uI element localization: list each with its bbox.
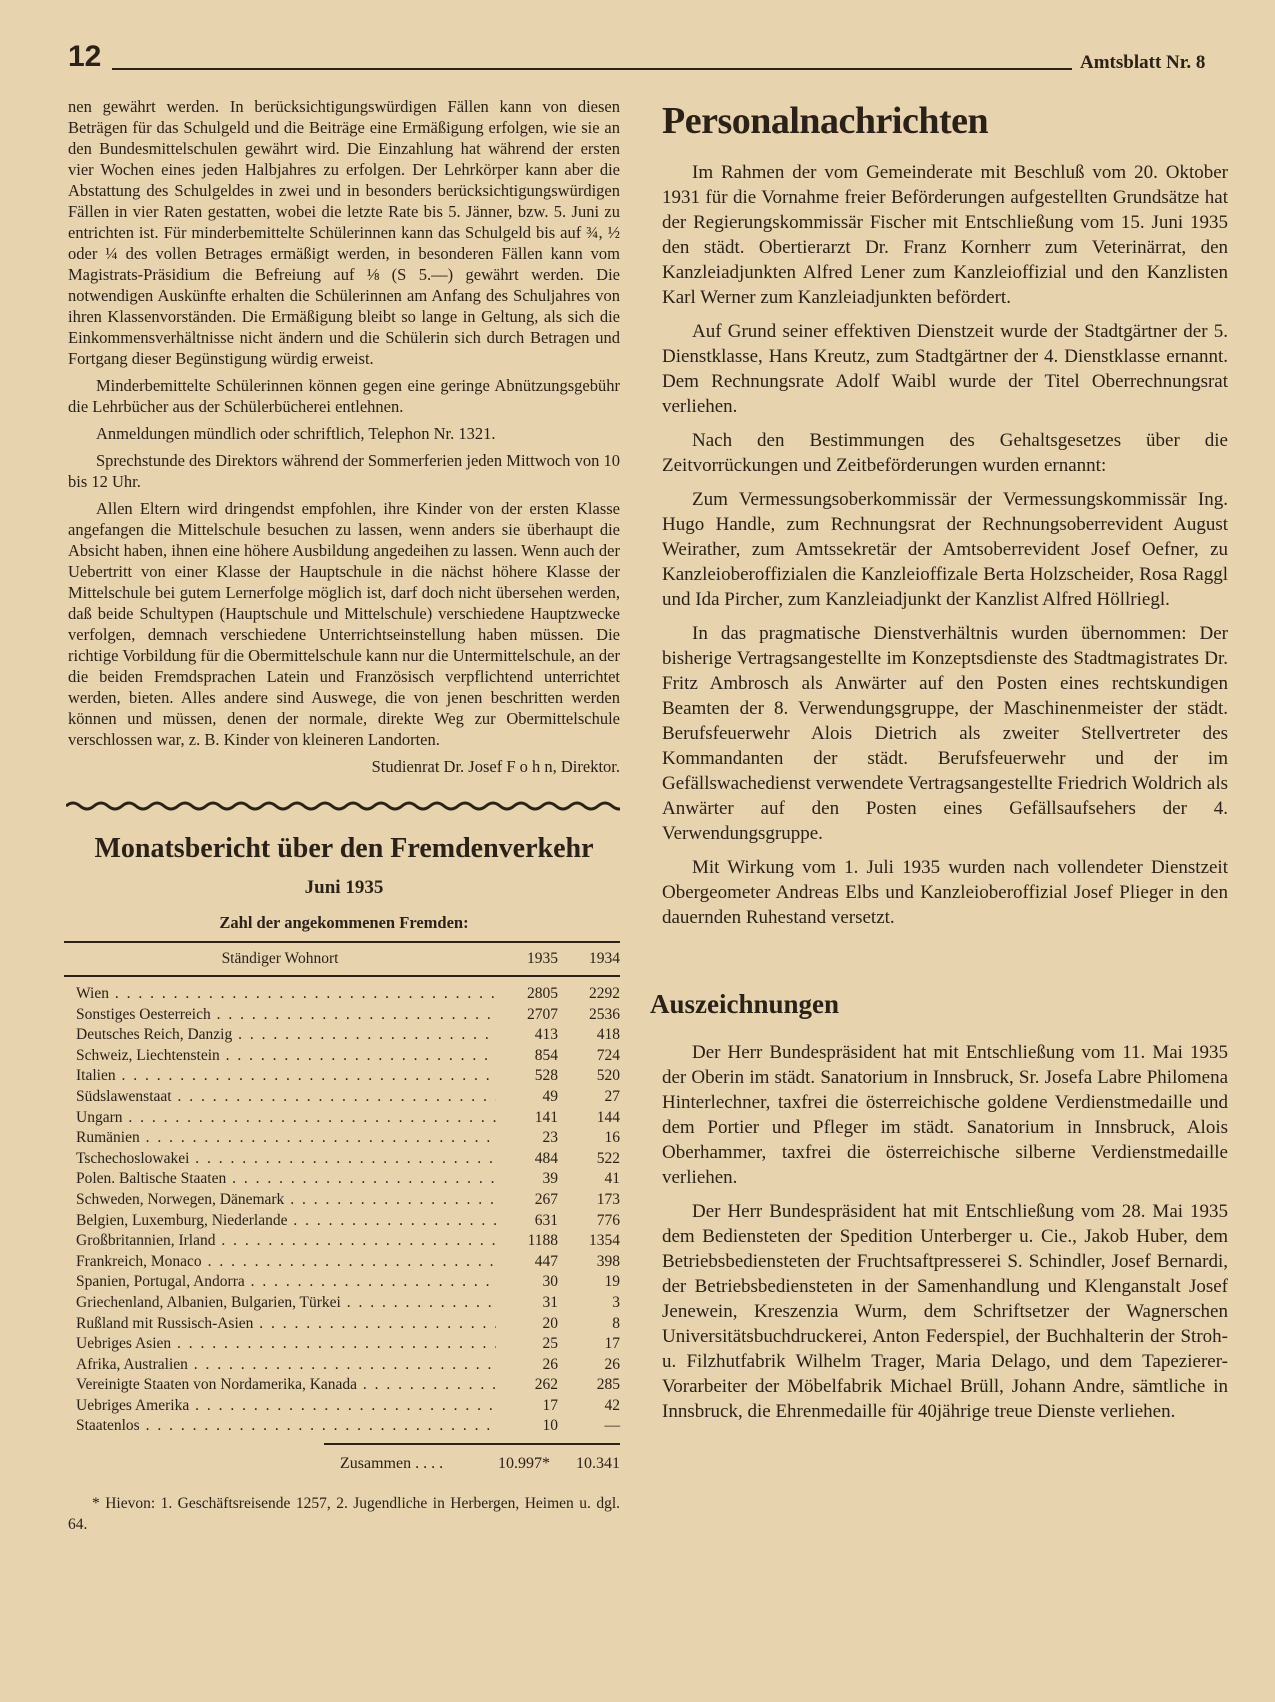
residence: Spanien, Portugal, Andorra xyxy=(76,1273,245,1291)
residence: Rußland mit Russisch-Asien xyxy=(76,1314,254,1332)
value-1935: 267 xyxy=(534,1190,558,1208)
leader-dots xyxy=(232,1026,496,1043)
table-row xyxy=(64,1314,620,1335)
value-1935: 1188 xyxy=(527,1232,558,1250)
paragraph: Der Herr Bundespräsident hat mit Entschließung vom 28. Mai 1935 dem Bediensteten der Spedition Unterberger u. Cie., Jakob Huber, dem Betriebsbediensteten der Fruchtsaftpresserei S. Schindler, Josef Bernardi, der Betriebsbediensteten in der Samenhandlung und Klenganstalt Josef Jenewein, Kreszenzia Wurm, dem Schriftsetzer der Wagnerschen Universitätsbuchdruckerei, Anton Federspiel, der Buchhalterin der Stroh- u. Filzhutfabrik Wilhelm Trager, Maria Delago, und dem Tapezierer-Vorarbeiter der Möbelfabrik Michael Brüll, Johann Andre, sämtliche in Innsbruck, die Ehrenmedaille für 40jährige treue Dienste verliehen. xyxy=(662,1201,1228,1422)
page-number: 12 xyxy=(68,40,102,73)
table-row xyxy=(64,1025,620,1046)
table-row xyxy=(64,1272,620,1293)
value-1935: 30 xyxy=(542,1273,558,1291)
leader-dots xyxy=(140,1417,496,1434)
table-row xyxy=(64,1252,620,1273)
residence: Griechenland, Albanien, Bulgarien, Türkei xyxy=(76,1293,341,1311)
table-footnote: * Hievon: 1. Geschäftsreisende 1257, 2. Jugendliche in Herbergen, Heimen u. dgl. 64. xyxy=(68,1495,620,1534)
personal-news-heading: Personalnachrichten xyxy=(662,100,989,142)
table-row xyxy=(64,1169,620,1190)
table-row xyxy=(64,1416,620,1437)
table-row xyxy=(64,1190,620,1211)
table-row xyxy=(64,984,620,1005)
value-1934: 1354 xyxy=(589,1232,620,1250)
value-1934: 2292 xyxy=(589,985,620,1002)
value-1934: 42 xyxy=(604,1396,620,1414)
paragraph: In das pragmatische Dienstverhältnis wurden übernommen: Der bisherige Vertragsangestellte im Konzeptsdienste des Stadtmagistrates Dr. Fritz Ambrosch als Anwärter auf den Posten eines rechtskundigen Beamten der 8. Verwendungsgruppe, der Maschinenmeister der städt. Berufsfeuerwehr Alois Dietrich als zweiter Stellvertreter des Kommandanten der städt. Berufsfeuerwehr und der im Gefällswachedienst verwendete Vertragsangestellte Friedrich Woldrich als Anwärter auf den Posten eines Gefällsaufsehers der 4. Verwendungsgruppe. xyxy=(662,623,1228,844)
paragraph: Nach den Bestimmungen des Gehaltsgesetzes über die Zeitvorrückungen und Zeitbeförderungen wurden ernannt: xyxy=(662,430,1228,476)
table-body xyxy=(64,984,620,1437)
residence: Rumänien xyxy=(76,1129,140,1147)
value-1934: 520 xyxy=(596,1067,620,1085)
total-1935: 10.997* xyxy=(498,1455,550,1473)
value-1934: 19 xyxy=(604,1273,620,1291)
paragraph: Allen Eltern wird dringendst empfohlen, ihre Kinder von der ersten Klasse angefangen die Mittelschule besuchen zu lassen, wenn anders sie überhaupt die Absicht haben, ihnen eine höhere Ausbildung angedeihen zu lassen. Wenn auch der Uebertritt von einer Klasse der Hauptschule in die nächst höhere Klasse der Mittelschule bei gutem Lernerfolge möglich ist, darf doch nicht übersehen werden, daß beide Schultypen (Hauptschule und Mittelschule) verschiedene Hauptzwecke verfolgen, demnach verschiedene Unterrichtseinstellung haben müssen. Die richtige Vorbildung für die Obermittelschule kann nur die Untermittelschule, an der die beiden Fremdsprachen Latein und Französisch verpflichtend unterrichtet werden, bieten. Alles andere sind Auswege, die von jenen beschritten werden können und müssen, denen der normale, direkte Weg zur Obermittelschule verschlossen war, z. B. Kinder von kleineren Landorten. xyxy=(68,499,620,749)
residence: Sonstiges Oesterreich xyxy=(76,1005,211,1023)
residence: Italien xyxy=(76,1067,116,1085)
total-1934: 10.341 xyxy=(576,1455,620,1473)
leader-dots xyxy=(202,1253,496,1270)
leader-dots xyxy=(211,1006,496,1023)
residence: Großbritannien, Irland xyxy=(76,1232,216,1250)
residence: Tschechoslowakei xyxy=(76,1149,190,1167)
table-row xyxy=(64,1293,620,1314)
value-1934: 16 xyxy=(604,1129,620,1147)
leader-dots xyxy=(172,1088,496,1105)
leader-dots xyxy=(287,1212,496,1229)
value-1934: 41 xyxy=(604,1170,620,1188)
leader-dots xyxy=(109,985,496,1002)
table-row xyxy=(64,1128,620,1149)
paragraph: Anmeldungen mündlich oder schriftlich, Telephon Nr. 1321. xyxy=(96,424,496,443)
leader-dots xyxy=(284,1191,496,1208)
table-row xyxy=(64,1046,620,1067)
value-1935: 447 xyxy=(534,1252,558,1270)
tourism-report-title: Monatsbericht über den Fremdenverkehr xyxy=(94,833,594,864)
residence: Afrika, Australien xyxy=(76,1355,188,1373)
leader-dots xyxy=(357,1376,496,1393)
total-leader-dots: . . . . xyxy=(411,1455,444,1473)
column-header-1935: 1935 xyxy=(527,950,558,967)
paragraph: Zum Vermessungsoberkommissär der Vermessungskommissär Ing. Hugo Handle, zum Rechnungsrat der Rechnungsoberrevident August Weirather, zum Amtssekretär der Amtsoberrevident Josef Oefner, zu Kanzleioberoffizialen die Kanzleioffizale Berta Holzscheider, Rosa Raggl und Ida Pircher, zum Kanzleiadjunkt der Kanzlist Alfred Höllriegl. xyxy=(662,489,1228,610)
leader-dots xyxy=(171,1335,496,1352)
value-1934: 26 xyxy=(604,1355,620,1373)
residence: Uebriges Asien xyxy=(76,1335,172,1353)
left-column xyxy=(68,96,620,1535)
leader-dots xyxy=(341,1294,496,1311)
leader-dots xyxy=(189,1397,496,1414)
value-1934: 418 xyxy=(596,1026,620,1044)
table-row xyxy=(64,1149,620,1170)
table-row xyxy=(64,1334,620,1355)
value-1934: 144 xyxy=(596,1108,620,1126)
school-notice-column xyxy=(68,96,620,777)
value-1935: 262 xyxy=(534,1376,558,1394)
total-label: Zusammen xyxy=(340,1455,412,1473)
residence: Uebriges Amerika xyxy=(76,1396,190,1414)
residence: Frankreich, Monaco xyxy=(76,1252,202,1270)
paragraph: Sprechstunde des Direktors während der Sommerferien jeden Mittwoch von 10 bis 12 Uhr. xyxy=(68,451,620,491)
tourism-report-month: Juni 1935 xyxy=(304,877,384,898)
awards-column xyxy=(662,1040,1228,1424)
paragraph: Der Herr Bundespräsident hat mit Entschließung vom 11. Mai 1935 der Oberin im städt. Sanatorium in Innsbruck, Sr. Josefa Labre Philomena Hinterlechner, taxfrei die österreichische goldene Verdienstmedaille und dem Portier und Pfleger im städt. Sanatorium in Innsbruck, Alois Oberhammer, taxfrei die österreichische silberne Verdienstmedaille verliehen. xyxy=(662,1042,1228,1188)
residence: Vereinigte Staaten von Nordamerika, Kanada xyxy=(76,1376,358,1394)
leader-dots xyxy=(220,1047,496,1064)
value-1935: 854 xyxy=(534,1046,558,1064)
value-1934: 17 xyxy=(604,1335,620,1353)
value-1934: 3 xyxy=(612,1293,620,1311)
leader-dots xyxy=(226,1170,496,1187)
leader-dots xyxy=(123,1109,497,1126)
value-1935: 2707 xyxy=(527,1005,558,1023)
value-1935: 141 xyxy=(534,1108,558,1126)
paragraph: Mit Wirkung vom 1. Juli 1935 wurden nach vollendeter Dienstzeit Obergeometer Andreas Elbs und Kanzleioberoffizial Josef Plieger in den dauernden Ruhestand versetzt. xyxy=(662,857,1228,928)
value-1935: 2805 xyxy=(527,985,558,1002)
table-header xyxy=(64,941,620,977)
leader-dots xyxy=(215,1232,496,1249)
tourism-report-subtitle: Zahl der angekommenen Fremden: xyxy=(219,913,469,932)
table-row xyxy=(64,1066,620,1087)
leader-dots xyxy=(245,1273,496,1290)
visitor-table xyxy=(64,941,620,1475)
leader-dots xyxy=(116,1067,496,1084)
publication-title: Amtsblatt Nr. 8 xyxy=(1080,52,1206,73)
value-1935: 23 xyxy=(542,1129,558,1147)
table-total-row xyxy=(324,1443,620,1475)
value-1935: 25 xyxy=(542,1335,558,1353)
value-1934: 173 xyxy=(596,1190,620,1208)
leader-dots xyxy=(253,1315,496,1332)
value-1935: 413 xyxy=(534,1026,558,1044)
value-1935: 31 xyxy=(542,1293,558,1311)
residence: Polen. Baltische Staaten xyxy=(76,1170,227,1188)
table-row xyxy=(64,1375,620,1396)
paragraph: Minderbemittelte Schülerinnen können gegen eine geringe Abnützungsgebühr die Lehrbücher aus der Schülerbücherei entlehnen. xyxy=(68,376,620,416)
table-row xyxy=(64,1108,620,1129)
table-row xyxy=(64,1005,620,1026)
table-row xyxy=(64,1231,620,1252)
paragraph: Auf Grund seiner effektiven Dienstzeit wurde der Stadtgärtner der 5. Dienstklasse, Hans Kreutz, zum Stadtgärtner der 4. Dienstklasse ernannt. Dem Rechnungsrate Adolf Waibl wurde der Titel Oberrechnungsrat verliehen. xyxy=(662,321,1228,417)
column-header-1934: 1934 xyxy=(589,950,620,967)
table-row xyxy=(64,1396,620,1417)
awards-heading: Auszeichnungen xyxy=(650,989,840,1019)
header-rule xyxy=(112,68,1072,70)
value-1935: 528 xyxy=(534,1067,558,1085)
residence: Belgien, Luxemburg, Niederlande xyxy=(76,1211,288,1229)
value-1934: 27 xyxy=(604,1087,620,1105)
value-1935: 49 xyxy=(542,1087,558,1105)
value-1934: 2536 xyxy=(589,1005,620,1023)
leader-dots xyxy=(188,1356,496,1373)
value-1934: 724 xyxy=(596,1046,620,1064)
leader-dots xyxy=(140,1129,496,1146)
column-header-residence: Ständiger Wohnort xyxy=(221,950,339,967)
right-column xyxy=(650,96,1228,1433)
value-1934: 776 xyxy=(596,1211,620,1229)
value-1934: 522 xyxy=(596,1149,620,1167)
table-row xyxy=(64,1087,620,1108)
value-1935: 631 xyxy=(534,1211,558,1229)
table-row xyxy=(64,1355,620,1376)
value-1935: 20 xyxy=(542,1314,558,1332)
value-1935: 484 xyxy=(534,1149,558,1167)
value-1934: 8 xyxy=(612,1314,620,1332)
paragraph: Im Rahmen der vom Gemeinderate mit Beschluß vom 20. Oktober 1931 für die Vornahme freier Beförderungen aufgestellten Grundsätze hat der Regierungskommissär Fischer mit Entschließung vom 15. Juni 1935 den städt. Obertierarzt Dr. Franz Kornherr zum Veterinärrat, den Kanzleiadjunkten Alfred Lener zum Kanzleioffizial und den Kanzlisten Karl Werner zum Kanzleiadjunkten befördert. xyxy=(662,162,1228,308)
value-1935: 17 xyxy=(542,1396,558,1414)
value-1935: 39 xyxy=(542,1170,558,1188)
residence: Staatenlos xyxy=(76,1417,140,1435)
residence: Schweden, Norwegen, Dänemark xyxy=(76,1190,285,1208)
paragraph: nen gewährt werden. In berücksichtigungswürdigen Fällen kann von diesen Beträgen für das Schulgeld und die Beiträge eine Ermäßigung erfolgen, wie sie an den Bundesmittelschulen gewährt wird. Die Einzahlung hat während der ersten vier Wochen eines jeden Halbjahres zu erfolgen. Der Lehrkörper kann aber die Abstattung des Schulgeldes in zwei und in besonders berücksichtigungswürdigen Fällen in vier Raten gestatten, wobei die letzte Rate bis 5. Jänner, bzw. 5. Juni zu entrichten ist. Für minderbemittelte Schülerinnen kann das Schulgeld bis auf ¾, ½ oder ¼ des vollen Betrages ermäßigt werden, in besonderen Fällen kann vom Magistrats-Präsidium die Befreiung auf ⅛ (S 5.—) gewährt werden. Die notwendigen Auskünfte erhalten die Schülerinnen am Anfang des Schuljahres von ihren Klassenvorständen. Die Ermäßigung bleibt so lange in Geltung, als sich die Einkommensverhältnisse nicht ändern und die Schülerin sich durch Betragen und Fortgang dieser Begünstigung würdig erweist. xyxy=(68,97,620,368)
value-1934: 285 xyxy=(596,1376,620,1394)
residence: Ungarn xyxy=(76,1108,123,1126)
residence: Deutsches Reich, Danzig xyxy=(76,1026,233,1044)
leader-dots xyxy=(189,1150,496,1167)
residence: Wien xyxy=(76,985,109,1002)
value-1935: 10 xyxy=(542,1417,558,1435)
value-1935: 26 xyxy=(542,1355,558,1373)
personal-news-column xyxy=(662,160,1228,930)
signature: Studienrat Dr. Josef F o h n, Direktor. xyxy=(371,757,620,776)
table-row xyxy=(64,1211,620,1232)
residence: Südslawenstaat xyxy=(76,1087,172,1105)
residence: Schweiz, Liechtenstein xyxy=(76,1046,220,1064)
value-1934: 398 xyxy=(596,1252,620,1270)
value-1934: — xyxy=(604,1417,620,1435)
wavy-divider xyxy=(66,799,620,813)
